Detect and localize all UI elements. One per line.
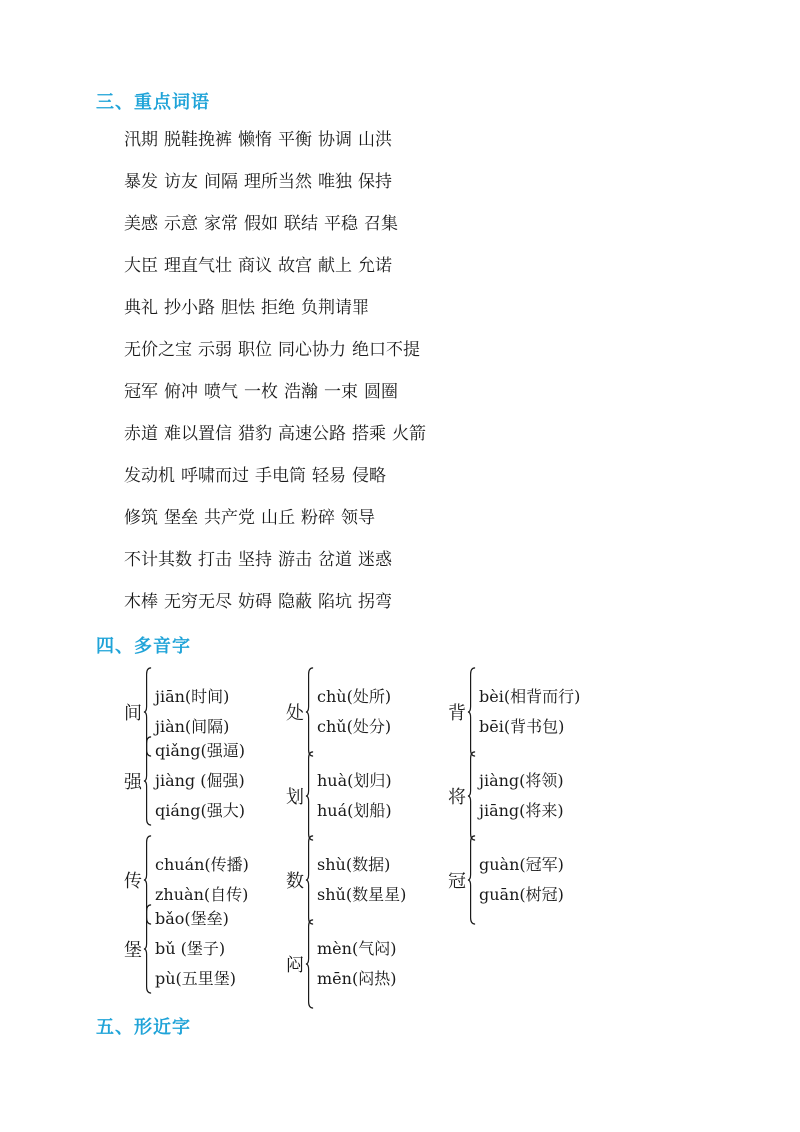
word-item: 岔道 <box>318 550 352 570</box>
word-item: 绝口不提 <box>352 340 420 360</box>
brace-icon <box>305 919 314 1009</box>
word-item: 山洪 <box>358 130 392 150</box>
reading: guān(树冠) <box>479 885 564 904</box>
word-item: 胆怯 <box>221 298 255 318</box>
reading: bèi(相背而行) <box>479 687 581 706</box>
word-item: 懒惰 <box>238 130 272 150</box>
word-item: 无价之宝 <box>124 340 192 360</box>
reading: shǔ(数星星) <box>317 885 407 904</box>
word-item: 赤道 <box>124 424 158 444</box>
word-item: 浩瀚 <box>284 382 318 402</box>
word-item: 理直气壮 <box>164 256 232 276</box>
word-item: 允诺 <box>358 256 392 276</box>
word-row <box>124 420 432 462</box>
word-item: 献上 <box>318 256 352 276</box>
word-item: 迷惑 <box>358 550 392 570</box>
word-item: 唯独 <box>318 172 352 192</box>
reading: bēi(背书包) <box>479 717 565 736</box>
reading: jiàn(间隔) <box>155 717 230 736</box>
reading: mēn(闷热) <box>317 969 397 988</box>
polyphone-entry <box>448 749 564 843</box>
polyphone-char: 冠 <box>448 871 466 892</box>
word-item: 抄小路 <box>164 298 215 318</box>
word-row <box>124 294 432 336</box>
word-item: 搭乘 <box>352 424 386 444</box>
polyphone-entry <box>286 833 406 927</box>
word-item: 俯冲 <box>164 382 198 402</box>
word-item: 同心协力 <box>278 340 346 360</box>
word-item: 故宫 <box>278 256 312 276</box>
word-item: 冠军 <box>124 382 158 402</box>
reading: huá(划船) <box>317 801 392 820</box>
word-row <box>124 252 432 294</box>
word-item: 共产党 <box>204 508 255 528</box>
section-5-title: 五、形近字 <box>96 1017 191 1038</box>
reading: bǔ (堡子) <box>155 939 226 958</box>
reading: huà(划归) <box>317 771 392 790</box>
reading: mèn(气闷) <box>317 939 397 958</box>
reading: qiǎng(强逼) <box>155 741 245 760</box>
reading: shù(数据) <box>317 855 391 874</box>
polyphone-char: 闷 <box>286 955 304 976</box>
word-item: 轻易 <box>312 466 346 486</box>
polyphone-entry <box>448 665 580 759</box>
word-item: 脱鞋挽裤 <box>164 130 232 150</box>
word-item: 坚持 <box>238 550 272 570</box>
word-item: 妨碍 <box>238 592 272 612</box>
polyphone-char: 数 <box>286 871 304 892</box>
word-item: 访友 <box>164 172 198 192</box>
word-item: 陷坑 <box>318 592 352 612</box>
word-item: 喷气 <box>204 382 238 402</box>
word-item: 商议 <box>238 256 272 276</box>
word-item: 假如 <box>244 214 278 234</box>
polyphone-entry <box>286 917 396 1011</box>
polyphone-char: 堡 <box>124 940 142 961</box>
brace-icon <box>467 835 476 925</box>
word-item: 示弱 <box>198 340 232 360</box>
word-item: 一枚 <box>244 382 278 402</box>
word-item: 游击 <box>278 550 312 570</box>
word-row <box>124 126 432 168</box>
polyphone-char: 将 <box>448 787 466 808</box>
word-item: 发动机 <box>124 466 175 486</box>
polyphone-char: 划 <box>286 787 304 808</box>
word-row <box>124 504 432 546</box>
polyphone-entry <box>286 665 391 759</box>
word-item: 堡垒 <box>164 508 198 528</box>
word-row <box>124 210 432 252</box>
reading: bǎo(堡垒) <box>155 909 229 928</box>
word-item: 联结 <box>284 214 318 234</box>
reading: jiāng(将来) <box>479 801 564 820</box>
word-row <box>124 168 432 210</box>
polyphone-entry <box>124 902 236 996</box>
word-item: 拐弯 <box>358 592 392 612</box>
word-item: 高速公路 <box>278 424 346 444</box>
polyphone-char: 处 <box>286 703 304 724</box>
word-item: 间隔 <box>204 172 238 192</box>
word-item: 侵略 <box>352 466 386 486</box>
word-item: 家常 <box>204 214 238 234</box>
word-row <box>124 336 432 378</box>
word-item: 拒绝 <box>261 298 295 318</box>
polyphone-char: 间 <box>124 703 142 724</box>
word-item: 猎豹 <box>238 424 272 444</box>
reading: jiān(时间) <box>155 687 230 706</box>
brace-icon <box>467 751 476 841</box>
reading: guàn(冠军) <box>479 855 564 874</box>
word-item: 暴发 <box>124 172 158 192</box>
brace-icon <box>305 835 314 925</box>
word-item: 打击 <box>198 550 232 570</box>
reading: jiàng(将领) <box>479 771 564 790</box>
word-item: 平衡 <box>278 130 312 150</box>
word-item: 领导 <box>341 508 375 528</box>
word-item: 典礼 <box>124 298 158 318</box>
word-item: 负荆请罪 <box>301 298 369 318</box>
word-item: 手电筒 <box>255 466 306 486</box>
reading: chǔ(处分) <box>317 717 392 736</box>
word-item: 隐蔽 <box>278 592 312 612</box>
word-item: 示意 <box>164 214 198 234</box>
reading: jiàng (倔强) <box>155 771 245 790</box>
section-3-title: 三、重点词语 <box>96 92 210 113</box>
word-item: 美感 <box>124 214 158 234</box>
brace-icon <box>143 904 152 994</box>
word-item: 协调 <box>318 130 352 150</box>
reading: chuán(传播) <box>155 855 249 874</box>
reading: pù(五里堡) <box>155 969 237 988</box>
word-row <box>124 546 432 588</box>
brace-icon <box>305 751 314 841</box>
reading: zhuàn(自传) <box>155 885 249 904</box>
polyphone-entry <box>286 749 392 843</box>
word-item: 保持 <box>358 172 392 192</box>
word-item: 平稳 <box>324 214 358 234</box>
word-item: 无穷无尽 <box>164 592 232 612</box>
reading: chù(处所) <box>317 687 392 706</box>
word-item: 召集 <box>364 214 398 234</box>
word-row <box>124 588 432 630</box>
word-item: 不计其数 <box>124 550 192 570</box>
word-item: 一束 <box>324 382 358 402</box>
brace-icon <box>467 667 476 757</box>
word-item: 火箭 <box>392 424 426 444</box>
polyphone-char: 传 <box>124 871 142 892</box>
word-item: 汛期 <box>124 130 158 150</box>
word-item: 职位 <box>238 340 272 360</box>
word-item: 木棒 <box>124 592 158 612</box>
word-item: 山丘 <box>261 508 295 528</box>
word-item: 圆圈 <box>364 382 398 402</box>
word-row <box>124 378 432 420</box>
reading: qiáng(强大) <box>155 801 245 820</box>
word-item: 大臣 <box>124 256 158 276</box>
polyphone-char: 强 <box>124 772 142 793</box>
polyphone-entry <box>124 734 245 828</box>
word-item: 修筑 <box>124 508 158 528</box>
word-item: 粉碎 <box>301 508 335 528</box>
key-words-list <box>124 126 432 630</box>
brace-icon <box>143 736 152 826</box>
word-row <box>124 462 432 504</box>
polyphone-char: 背 <box>448 703 466 724</box>
brace-icon <box>305 667 314 757</box>
word-item: 理所当然 <box>244 172 312 192</box>
polyphone-entry <box>448 833 564 927</box>
word-item: 难以置信 <box>164 424 232 444</box>
section-4-title: 四、多音字 <box>96 636 191 657</box>
word-item: 呼啸而过 <box>181 466 249 486</box>
